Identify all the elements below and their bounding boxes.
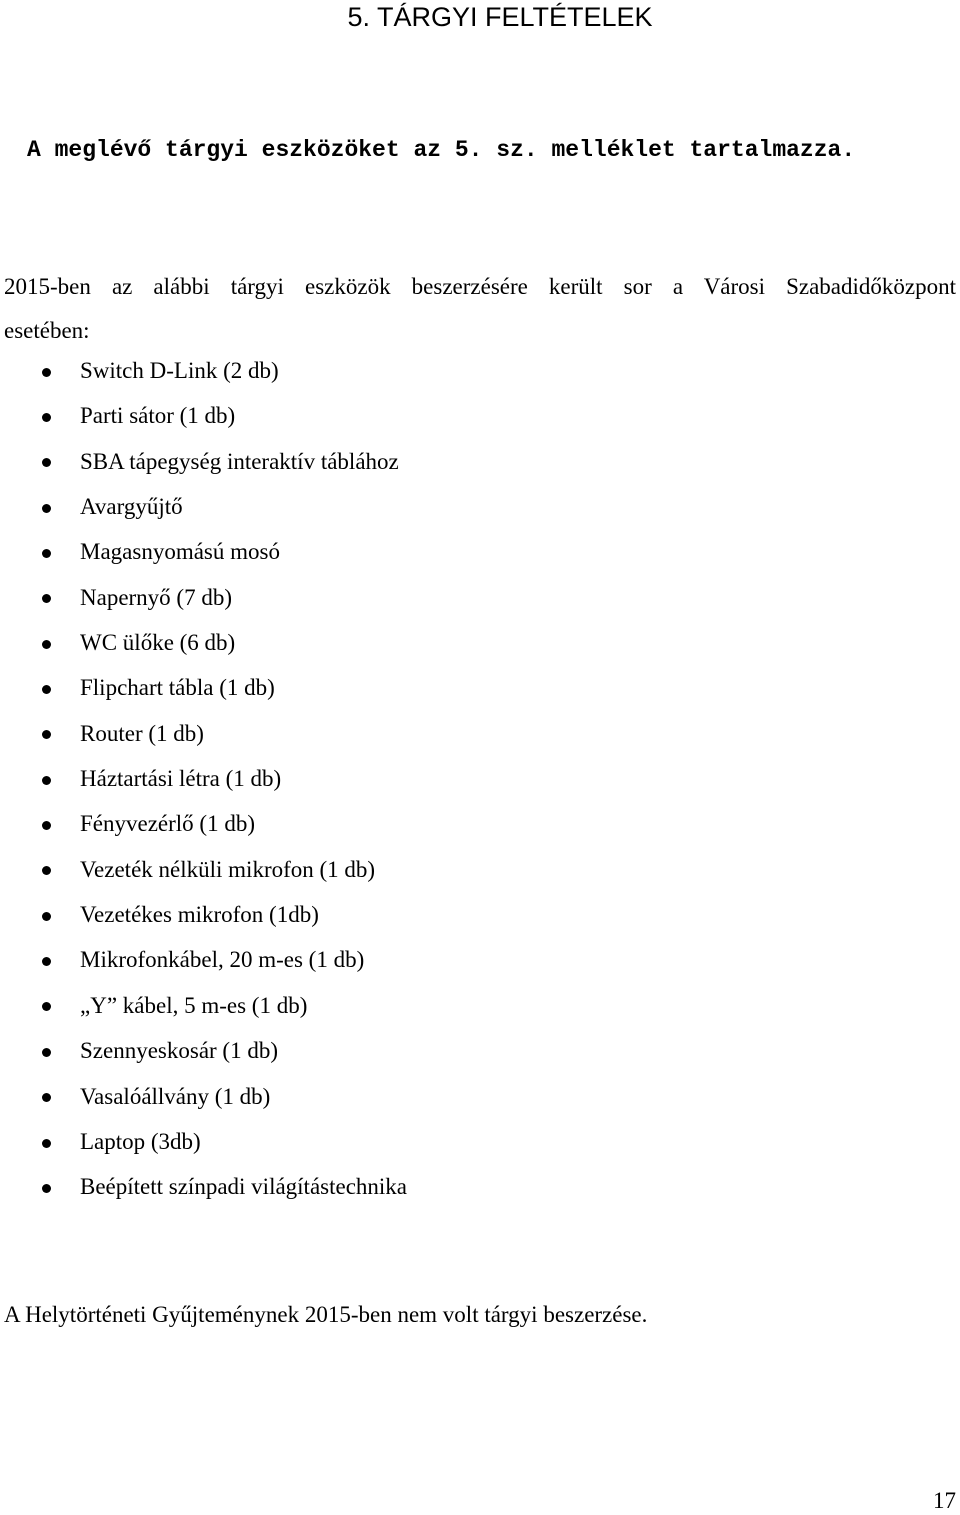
bullet-icon	[42, 866, 51, 875]
list-item	[0, 665, 407, 710]
list-item	[0, 892, 407, 937]
list-item-text: Háztartási létra (1 db)	[80, 766, 282, 792]
bullet-icon	[42, 821, 51, 830]
bullet-icon	[42, 1184, 51, 1193]
section-heading: 5. TÁRGYI FELTÉTELEK	[347, 2, 653, 32]
list-item-text: Switch D-Link (2 db)	[80, 358, 279, 383]
intro-line-1: 2015-ben az alábbi tárgyi eszközök beszerzésére került sor a Városi Szabadidőközpont	[4, 274, 956, 299]
list-item-text: Avargyűjtő	[80, 494, 183, 520]
list-item	[0, 620, 407, 665]
bullet-icon	[42, 1002, 51, 1011]
bullet-icon	[42, 368, 51, 377]
bullet-icon	[42, 1093, 51, 1102]
bullet-icon	[42, 549, 51, 558]
equipment-list	[0, 348, 407, 1210]
list-item-text: Vezetékes mikrofon (1db)	[80, 902, 319, 928]
bullet-icon	[42, 413, 51, 422]
list-item-text: Vasalóállvány (1 db)	[80, 1083, 271, 1109]
bullet-icon	[42, 912, 51, 921]
list-item-text: SBA tápegység interaktív táblához	[80, 448, 399, 474]
bullet-icon	[42, 685, 51, 694]
annex-note: A meglévő tárgyi eszközöket az 5. sz. melléklet tartalmazza.	[27, 137, 856, 163]
list-item	[0, 983, 407, 1028]
list-item-text: Vezeték nélküli mikrofon (1 db)	[80, 856, 376, 882]
bullet-icon	[42, 776, 51, 785]
list-item	[0, 937, 407, 982]
list-item-text: Szennyeskosár (1 db)	[80, 1038, 279, 1064]
list-item	[0, 801, 407, 846]
list-item-text: WC ülőke (6 db)	[80, 630, 236, 656]
list-item	[0, 439, 407, 484]
page-number: 17	[933, 1488, 956, 1513]
list-item-text: Router (1 db)	[80, 720, 204, 746]
bullet-icon	[42, 640, 51, 649]
list-item	[0, 393, 407, 438]
list-item-text: Parti sátor (1 db)	[80, 403, 236, 429]
list-item	[0, 575, 407, 620]
list-item	[0, 1164, 407, 1209]
bullet-icon	[42, 957, 51, 966]
list-item-text: Flipchart tábla (1 db)	[80, 675, 275, 701]
bullet-icon	[42, 1048, 51, 1057]
list-item	[0, 348, 407, 393]
intro-paragraph	[4, 265, 956, 353]
list-item	[0, 756, 407, 801]
list-item-text: Napernyő (7 db)	[80, 584, 233, 610]
list-item	[0, 1119, 407, 1164]
list-item-text: Beépített színpadi világítástechnika	[80, 1174, 408, 1200]
list-item	[0, 711, 407, 756]
list-item-text: Fényvezérlő (1 db)	[80, 811, 255, 837]
list-item-text: Mikrofonkábel, 20 m-es (1 db)	[80, 947, 365, 973]
list-item	[0, 484, 407, 529]
intro-line-2: esetében:	[4, 318, 90, 343]
bullet-icon	[42, 458, 51, 467]
list-item-text: Laptop (3db)	[80, 1128, 201, 1154]
closing-sentence: A Helytörténeti Gyűjteménynek 2015-ben nem volt tárgyi beszerzése.	[4, 1302, 648, 1327]
bullet-icon	[42, 594, 51, 603]
list-item-text: „Y” kábel, 5 m-es (1 db)	[80, 992, 308, 1018]
list-item	[0, 1074, 407, 1119]
list-item	[0, 529, 407, 574]
bullet-icon	[42, 1139, 51, 1148]
list-item	[0, 1028, 407, 1073]
list-item-text: Magasnyomású mosó	[80, 539, 280, 565]
list-item	[0, 847, 407, 892]
bullet-icon	[42, 504, 51, 513]
bullet-icon	[42, 730, 51, 739]
